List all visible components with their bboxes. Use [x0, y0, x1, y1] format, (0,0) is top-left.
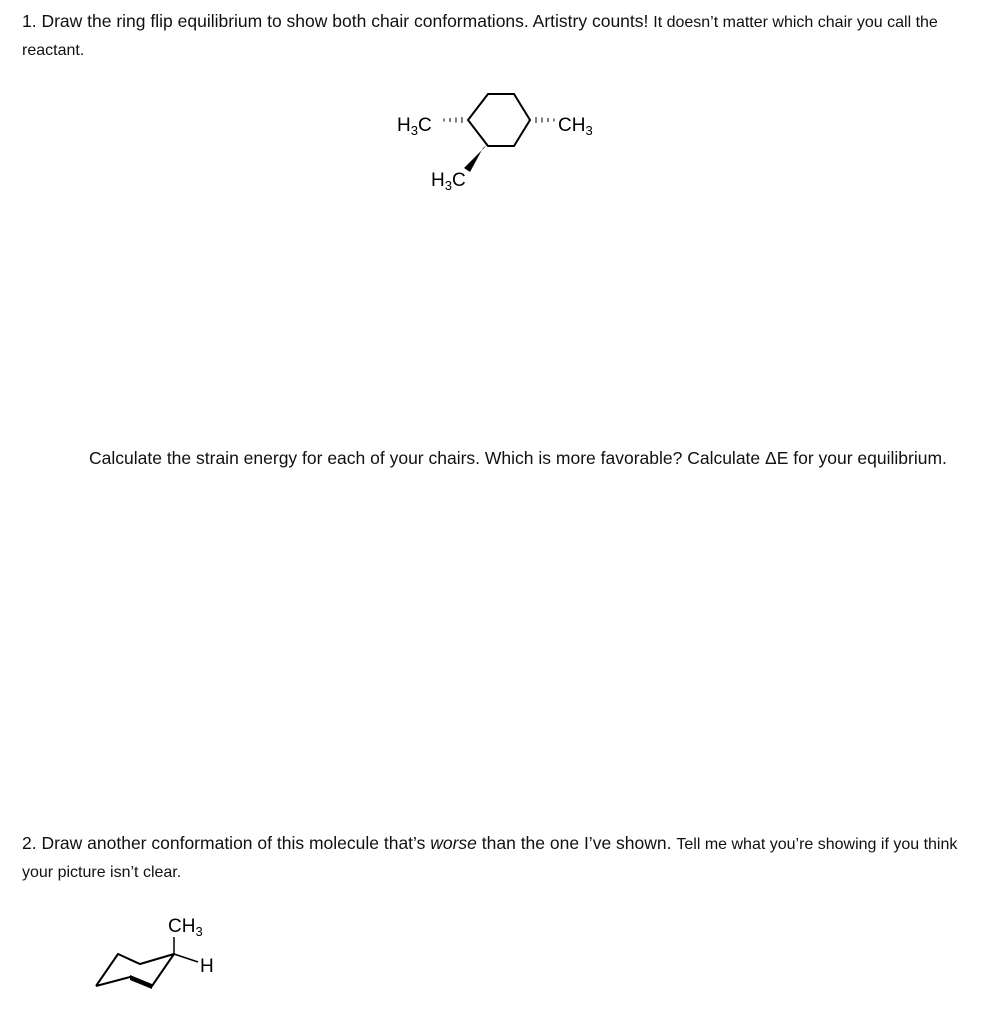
- cyclohexane-ring: [468, 94, 530, 146]
- left-methyl-h: H: [397, 115, 411, 136]
- bottom-methyl-h: H: [431, 170, 445, 191]
- left-methyl-sub: 3: [410, 123, 418, 138]
- solid-wedge-bottom: [464, 145, 487, 172]
- axial-methyl-label: [168, 916, 203, 939]
- chair-bold-front-edge: [130, 975, 152, 989]
- question-1-main: 1. Draw the ring flip equilibrium to show both chair conformations. Artistry counts!: [22, 11, 654, 31]
- axial-methyl-sub: 3: [195, 924, 203, 939]
- molecule-1: [397, 94, 593, 193]
- question-1-note: It doesn’t matter which chair you call the reactant.: [22, 14, 938, 59]
- right-methyl-ch: CH: [558, 115, 586, 136]
- hydrogen-label: H: [200, 956, 214, 977]
- molecule-2: [96, 916, 214, 989]
- left-methyl-label: [397, 115, 432, 138]
- question-2-note: Tell me what you’re showing if you think your picture isn’t clear.: [22, 836, 958, 881]
- bottom-methyl-sub: 3: [444, 178, 452, 193]
- right-methyl-label: [558, 115, 593, 138]
- question-2-start: 2. Draw another conformation of this molecule that’s: [22, 833, 431, 853]
- strain-energy-prompt: Calculate the strain energy for each of your chairs. Which is more favorable? Calculate ΔE for your equilibrium.: [89, 448, 947, 468]
- question-2-middle: than the one I’ve shown.: [476, 833, 677, 853]
- question-2-emphasis: worse: [430, 833, 477, 853]
- bottom-methyl-label: [431, 170, 466, 193]
- right-methyl-sub: 3: [585, 123, 593, 138]
- axial-methyl-ch: CH: [168, 916, 196, 937]
- left-methyl-c: C: [417, 115, 432, 136]
- hashed-wedge-right: [536, 117, 554, 123]
- equatorial-h-bond: [174, 954, 198, 962]
- bottom-methyl-c: C: [451, 170, 466, 191]
- hashed-wedge-left: [444, 117, 462, 123]
